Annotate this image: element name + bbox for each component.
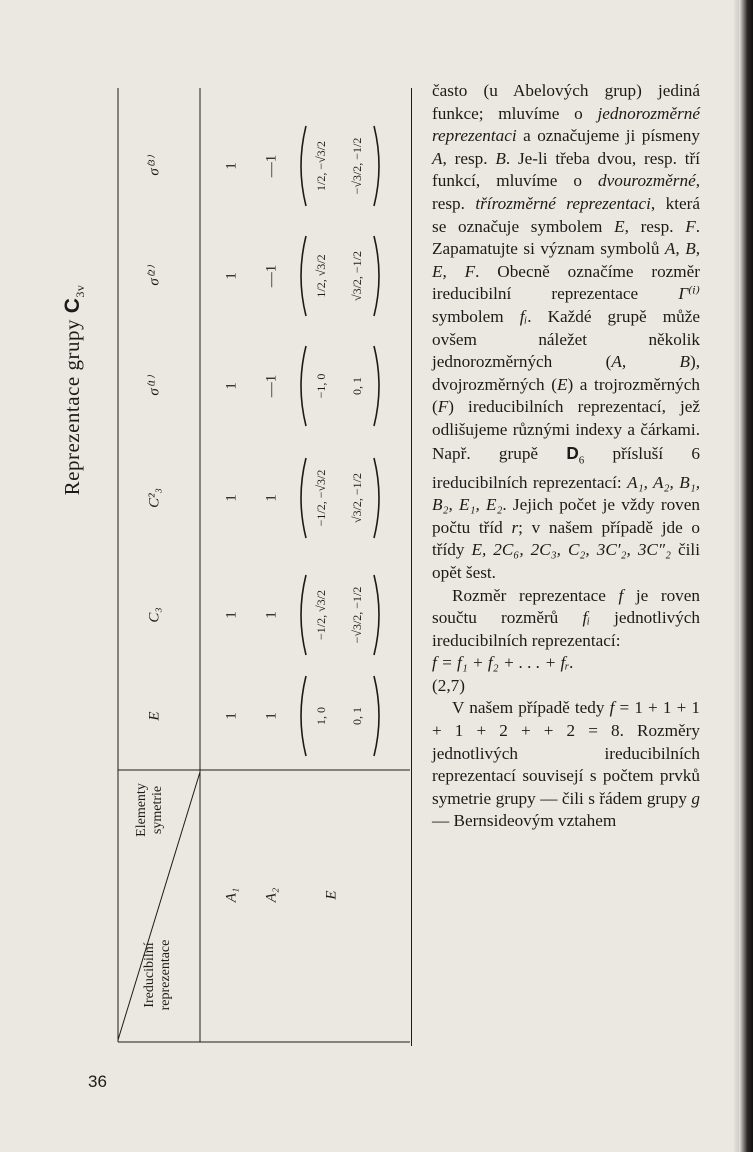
table-title xyxy=(60,140,90,640)
matrix-bracket-left-3 xyxy=(301,346,306,426)
column-header-5: σ⁽³⁾ xyxy=(146,156,163,176)
paragraph-1: často (u Abelových grup) jediná funkce; mluvíme o jednorozměrné reprezentaci a označujeme ji písmeny A, resp. B. Je-li třeba dvou, resp. tří funkcí, mluvíme o dvourozměrné, resp. třírozměrné reprezentaci, která se označuje symbolem E, resp. F. Zapamatujte si význam symbolů A, B, E, F. Obecně označíme rozměr ireducibilní reprezentace Γ⁽ⁱ⁾ symbolem fᵢ. Každé grupě může ovšem náležet několik jednorozměrných (A, B), dvojrozměrných (E) a trojrozměrných (F) ireducibilních reprezentací, jež odlišujeme různými indexy a čárkami. Např. grupě $D_6$ přísluší 6 ireducibilních reprezentací: A₁, A₂, B₁, B₂, E₁, E₂. Jejich počet je vždy roven počtu tříd r; v našem případě jde o třídy E, 2C₆, 2C₃, C₂, 3C′₂, 3C″₂ čili opět šest. xyxy=(432,81,701,582)
column-header-1: C₃ xyxy=(146,607,163,623)
representation-table xyxy=(100,80,415,1050)
column-divider xyxy=(411,88,412,1046)
cell-0-5: 1 xyxy=(223,162,240,170)
formula-2-7: f = f₁ + f₂ + . . . + fᵣ. xyxy=(432,653,574,673)
page-fold-shadow xyxy=(733,0,739,1152)
matrix-0-row-2: 0, 1 xyxy=(349,707,364,725)
corner-label-bottom-2: reprezentace xyxy=(158,939,174,1011)
matrix-bracket-right-5 xyxy=(374,126,379,206)
cell-1-3: —1 xyxy=(263,374,280,398)
corner-label-bottom: Ireducibilní xyxy=(142,942,158,1008)
cell-0-3: 1 xyxy=(223,382,240,390)
matrix-4-row-2: √3/2, −1/2 xyxy=(349,250,364,302)
cell-0-2: 1 xyxy=(223,494,240,502)
cell-0-4: 1 xyxy=(223,272,240,280)
text-column xyxy=(432,80,700,833)
matrix-5-row-1: 1/2, −√3/2 xyxy=(313,140,328,192)
cell-0-1: 1 xyxy=(223,611,240,619)
matrix-0-row-1: 1, 0 xyxy=(313,707,328,725)
matrix-4-row-1: 1/2, √3/2 xyxy=(313,254,328,298)
matrix-bracket-left-0 xyxy=(301,676,306,756)
cell-1-1: 1 xyxy=(263,611,280,619)
cell-1-2: 1 xyxy=(263,494,280,502)
column-header-4: σ⁽²⁾ xyxy=(146,266,163,286)
row-label-0: A₁ xyxy=(223,887,240,903)
table-title-group: C xyxy=(61,297,84,314)
matrix-bracket-left-2 xyxy=(301,458,306,538)
matrix-3-row-2: 0, 1 xyxy=(349,377,364,395)
paragraph-2: Rozměr reprezentace f je roven součtu rozměrů fᵢ jednotlivých ireducibilních reprezentací: xyxy=(432,585,701,650)
table-title-group-sub: 3v xyxy=(73,284,88,298)
cell-1-5: —1 xyxy=(263,154,280,178)
page-number: 36 xyxy=(88,1072,107,1091)
matrix-bracket-right-4 xyxy=(374,236,379,316)
column-header-0: E xyxy=(146,711,163,721)
column-header-2: C²₃ xyxy=(146,488,163,508)
equation-number: (2,7) xyxy=(432,675,465,695)
matrix-2-row-1: −1/2, −√3/2 xyxy=(313,469,328,527)
corner-label-top-2: symetrie xyxy=(150,785,166,835)
column-header-3: σ⁽¹⁾ xyxy=(146,376,163,396)
matrix-bracket-left-1 xyxy=(301,575,306,655)
book-spine xyxy=(739,0,753,1152)
row-label-1: A₂ xyxy=(263,887,280,903)
matrix-bracket-right-1 xyxy=(374,575,379,655)
row-label-2: E xyxy=(323,890,340,900)
matrix-3-row-1: −1, 0 xyxy=(313,373,328,399)
cell-1-4: —1 xyxy=(263,264,280,288)
corner-label-top: Elementy xyxy=(134,783,150,837)
matrix-1-row-1: −1/2, √3/2 xyxy=(313,589,328,641)
cell-0-0: 1 xyxy=(223,712,240,720)
paragraph-3: V našem případě tedy f = 1 + 1 + 1 + 1 + 2 + + 2 = 8. Rozměry jednotlivých ireducibilních reprezentací souvisejí s počtem prvků symetrie grupy — čili s řádem grupy g — Bernsideovým vztahem xyxy=(432,698,700,831)
matrix-2-row-2: √3/2, −1/2 xyxy=(349,472,364,524)
table-title-text: Reprezentace grupy xyxy=(60,313,84,496)
matrix-5-row-2: −√3/2, −1/2 xyxy=(349,137,364,195)
matrix-bracket-right-2 xyxy=(374,458,379,538)
matrix-bracket-right-0 xyxy=(374,676,379,756)
matrix-1-row-2: −√3/2, −1/2 xyxy=(349,586,364,644)
cell-1-0: 1 xyxy=(263,712,280,720)
matrix-bracket-right-3 xyxy=(374,346,379,426)
matrix-bracket-left-5 xyxy=(301,126,306,206)
matrix-bracket-left-4 xyxy=(301,236,306,316)
